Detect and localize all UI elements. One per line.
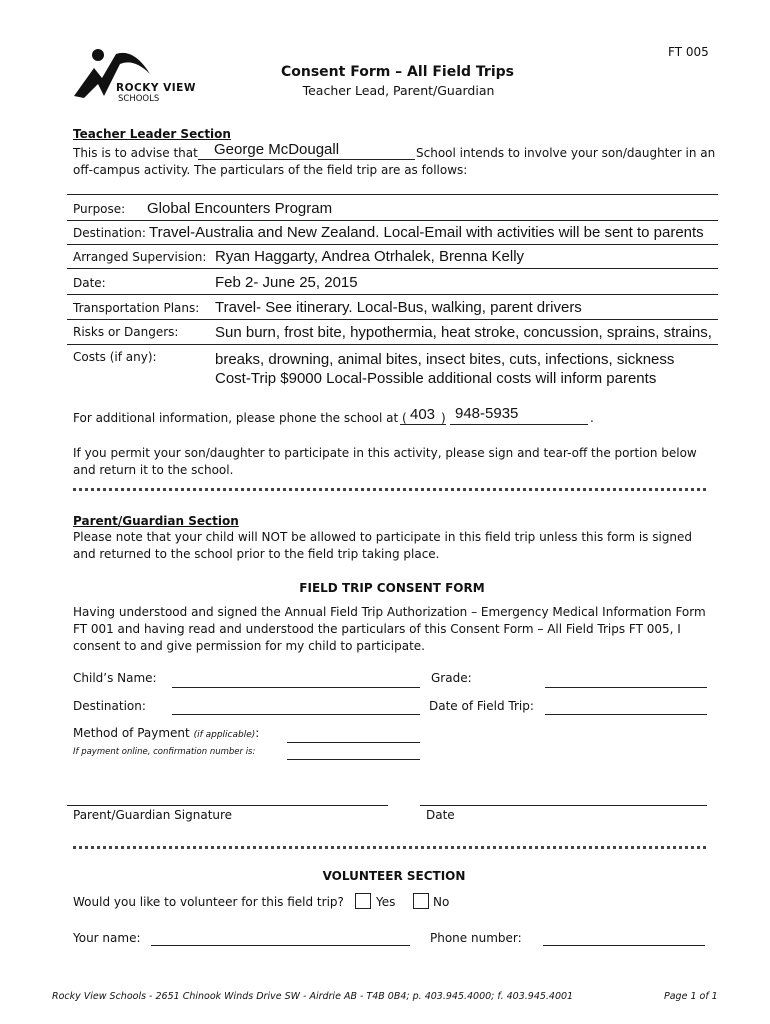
volunteer-section-title: VOLUNTEER SECTION [322,869,466,883]
grade-field[interactable] [545,687,707,688]
logo-sub: SCHOOLS [118,94,160,104]
phone-prefix: For additional information, please phone the school at ( [73,411,407,425]
volunteer-name-label: Your name: [73,931,141,945]
confirmation-label: If payment online, confirmation number is: [73,747,256,757]
volunteer-phone-field[interactable] [543,945,705,946]
teacher-section-title: Teacher Leader Section [73,127,231,141]
payment-field[interactable] [287,742,420,743]
phone-mid: ) [441,411,446,425]
child-name-field[interactable] [172,687,420,688]
destination-label: Destination: [73,226,146,240]
phone-number-field[interactable]: 948-5935 [455,405,519,422]
parent-section-title: Parent/Guardian Section [73,514,239,528]
no-label: No [433,895,450,909]
signature-date-field[interactable] [420,805,707,806]
purpose-field[interactable]: Global Encounters Program [147,200,333,217]
supervision-label: Arranged Supervision: [73,250,207,264]
volunteer-phone-label: Phone number: [430,931,522,945]
purpose-label: Purpose: [73,202,126,216]
teacher-name-field[interactable]: George McDougall [214,141,340,158]
transport-label: Transportation Plans: [73,301,200,315]
consent-form-title: FIELD TRIP CONSENT FORM [299,581,485,595]
permit-line-2: and return it to the school. [73,463,234,477]
costs-label: Costs (if any): [73,350,157,364]
page-subtitle: Teacher Lead, Parent/Guardian [302,83,495,98]
transport-field[interactable]: Travel- See itinerary. Local-Bus, walking, parent drivers [215,299,582,316]
destination-field[interactable]: Travel-Australia and New Zealand. Local-Email with activities will be sent to parents [149,224,704,241]
signature-date-label: Date [426,808,455,822]
payment-label [73,726,259,740]
intro-prefix: This is to advise that [73,146,198,160]
yes-label: Yes [376,895,396,909]
date-field[interactable]: Feb 2- June 25, 2015 [215,274,358,291]
volunteer-name-field[interactable] [151,945,410,946]
permit-line-1: If you permit your son/daughter to participate in this activity, please sign and tear-off the portion below [73,446,697,460]
grade-label: Grade: [431,671,472,685]
trip-date-field[interactable] [545,714,707,715]
consent-line-1: Having understood and signed the Annual Field Trip Authorization – Emergency Medical Information Form [73,605,706,619]
confirmation-field[interactable] [287,759,420,760]
parent-note-line-1: Please note that your child will NOT be allowed to participate in this field trip unless this form is signed [73,530,693,544]
signature-field[interactable] [67,805,388,806]
volunteer-divider [73,846,706,849]
consent-line-3: consent to and give permission for my child to participate. [73,639,425,653]
consent-line-2: FT 001 and having read and understood the particulars of this Consent Form – All Field Trips FT 005, I [73,622,681,636]
phone-end: . [590,411,594,425]
logo-name: ROCKY VIEW [116,82,196,94]
child-name-label: Child’s Name: [73,671,157,685]
parent-note-line-2: and returned to the school prior to the field trip taking place. [73,547,440,561]
parent-destination-field[interactable] [172,714,420,715]
area-code-field[interactable]: 403 [410,406,436,423]
trip-date-label: Date of Field Trip: [429,699,534,713]
risks-field-line-2[interactable]: breaks, drowning, animal bites, insect bites, cuts, infections, sickness [215,351,675,368]
costs-field[interactable]: Cost-Trip $9000 Local-Possible additional costs will inform parents [215,370,657,387]
supervision-field[interactable]: Ryan Haggarty, Andrea Otrhalek, Brenna Kelly [215,248,525,265]
parent-destination-label: Destination: [73,699,146,713]
page-number: Page 1 of 1 [664,991,718,1002]
payment-colon: : [255,726,260,740]
intro-suffix: School intends to involve your son/daughter in an [416,146,716,160]
signature-label: Parent/Guardian Signature [73,808,233,822]
form-code: FT 005 [668,45,709,59]
intro-line-2: off-campus activity. The particulars of the field trip are as follows: [73,163,468,177]
page-title: Consent Form – All Field Trips [280,64,514,80]
payment-note: (if applicable) [193,730,256,740]
volunteer-yes-checkbox[interactable] [355,893,371,909]
risks-label: Risks or Dangers: [73,325,179,339]
date-label: Date: [73,276,106,290]
payment-label-text: Method of Payment [73,726,190,740]
tear-off-divider [73,488,706,491]
risks-field-line-1[interactable]: Sun burn, frost bite, hypothermia, heat stroke, concussion, sprains, strains, [215,324,712,341]
volunteer-no-checkbox[interactable] [413,893,429,909]
volunteer-question: Would you like to volunteer for this field trip? [73,895,344,909]
footer-address: Rocky View Schools - 2651 Chinook Winds Drive SW - Airdrie AB - T4B 0B4; p. 403.945.4000; f. 403.945.4001 [52,991,574,1002]
